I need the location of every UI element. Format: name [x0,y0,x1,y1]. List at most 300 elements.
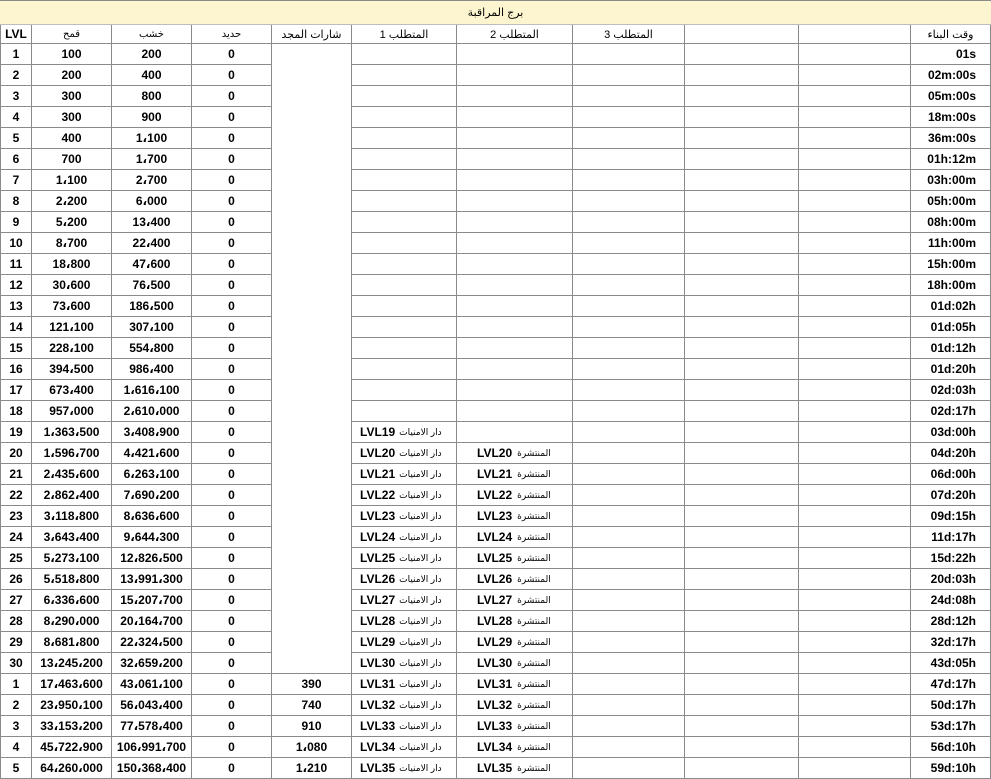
table-cell-lvl[interactable]: 28 [0,611,32,632]
header-req3[interactable]: المتطلب 3 [573,25,685,44]
table-cell-req1[interactable] [352,569,457,590]
table-cell-wood[interactable]: 6،263،100 [112,464,192,485]
table-cell-glory[interactable]: 1،080 [272,737,352,758]
header-e1[interactable] [685,25,799,44]
table-cell-req3[interactable] [573,401,685,422]
header-req1[interactable]: المتطلب 1 [352,25,457,44]
table-cell-req3[interactable] [573,107,685,128]
table-cell-iron[interactable]: 0 [192,716,272,737]
table-cell-e2[interactable] [799,653,911,674]
table-cell-req2[interactable] [457,65,573,86]
table-cell-wood[interactable]: 7،690،200 [112,485,192,506]
table-cell-wood[interactable]: 1،700 [112,149,192,170]
table-cell-wood[interactable]: 400 [112,65,192,86]
table-cell-req1[interactable] [352,758,457,779]
table-cell-wood[interactable]: 106،991،700 [112,737,192,758]
table-cell-e1[interactable] [685,506,799,527]
table-cell-e2[interactable] [799,422,911,443]
table-cell-req2[interactable] [457,254,573,275]
table-cell-e1[interactable] [685,611,799,632]
table-cell-req2[interactable] [457,485,573,506]
table-cell-req1[interactable] [352,275,457,296]
table-cell-wheat[interactable]: 1،363،500 [32,422,112,443]
table-cell-iron[interactable]: 0 [192,443,272,464]
table-cell-lvl[interactable]: 5 [0,128,32,149]
table-cell-iron[interactable]: 0 [192,737,272,758]
table-cell-wheat[interactable]: 121،100 [32,317,112,338]
table-cell-req1[interactable] [352,254,457,275]
table-cell-wheat[interactable]: 17،463،600 [32,674,112,695]
table-cell-lvl[interactable]: 23 [0,506,32,527]
table-cell-lvl[interactable]: 7 [0,170,32,191]
table-cell-e1[interactable] [685,485,799,506]
table-cell-iron[interactable]: 0 [192,401,272,422]
table-cell-lvl[interactable]: 14 [0,317,32,338]
table-cell-wood[interactable]: 1،100 [112,128,192,149]
table-cell-wheat[interactable]: 2،862،400 [32,485,112,506]
table-cell-wheat[interactable]: 2،200 [32,191,112,212]
table-cell-req3[interactable] [573,443,685,464]
table-cell-req2[interactable] [457,653,573,674]
table-cell-iron[interactable]: 0 [192,359,272,380]
table-cell-glory[interactable]: 910 [272,716,352,737]
table-cell-iron[interactable]: 0 [192,632,272,653]
table-cell-iron[interactable]: 0 [192,674,272,695]
table-cell-req1[interactable] [352,464,457,485]
table-cell-wheat[interactable]: 700 [32,149,112,170]
table-cell-req1[interactable] [352,506,457,527]
table-cell-req2[interactable] [457,674,573,695]
table-cell-wheat[interactable]: 6،336،600 [32,590,112,611]
table-cell-iron[interactable]: 0 [192,527,272,548]
table-cell-iron[interactable]: 0 [192,254,272,275]
table-cell-time[interactable]: 11h:00m [911,233,991,254]
table-cell-req3[interactable] [573,695,685,716]
table-cell-wood[interactable]: 2،610،000 [112,401,192,422]
table-cell-e2[interactable] [799,716,911,737]
table-cell-req1[interactable] [352,317,457,338]
table-cell-time[interactable]: 06d:00h [911,464,991,485]
table-cell-wheat[interactable]: 394،500 [32,359,112,380]
table-cell-req2[interactable] [457,569,573,590]
table-cell-req2[interactable] [457,317,573,338]
table-cell-req1[interactable] [352,422,457,443]
table-cell-req3[interactable] [573,422,685,443]
table-cell-time[interactable]: 15d:22h [911,548,991,569]
table-cell-req3[interactable] [573,380,685,401]
table-cell-wood[interactable]: 1،616،100 [112,380,192,401]
table-cell-e2[interactable] [799,359,911,380]
table-cell-req3[interactable] [573,674,685,695]
table-cell-wheat[interactable]: 1،100 [32,170,112,191]
table-cell-req1[interactable] [352,212,457,233]
table-cell-wood[interactable]: 4،421،600 [112,443,192,464]
table-cell-lvl[interactable]: 18 [0,401,32,422]
table-cell-wheat[interactable]: 45،722،900 [32,737,112,758]
table-cell-req1[interactable] [352,632,457,653]
table-cell-lvl[interactable]: 11 [0,254,32,275]
table-cell-iron[interactable]: 0 [192,107,272,128]
table-cell-e2[interactable] [799,233,911,254]
table-cell-req1[interactable] [352,44,457,65]
table-cell-time[interactable]: 02d:03h [911,380,991,401]
table-cell-time[interactable]: 01d:02h [911,296,991,317]
table-cell-e1[interactable] [685,443,799,464]
table-cell-req2[interactable] [457,233,573,254]
table-cell-req3[interactable] [573,611,685,632]
table-cell-e2[interactable] [799,758,911,779]
table-cell-wood[interactable]: 15،207،700 [112,590,192,611]
table-cell-e1[interactable] [685,737,799,758]
table-cell-wood[interactable]: 20،164،700 [112,611,192,632]
table-cell-req3[interactable] [573,569,685,590]
table-cell-e1[interactable] [685,359,799,380]
table-cell-req1[interactable] [352,443,457,464]
table-cell-lvl[interactable]: 9 [0,212,32,233]
table-cell-e1[interactable] [685,233,799,254]
table-cell-lvl[interactable]: 3 [0,86,32,107]
header-wheat[interactable]: قمح [32,25,112,44]
header-iron[interactable]: حديد [192,25,272,44]
table-cell-time[interactable]: 07d:20h [911,485,991,506]
table-cell-req1[interactable] [352,191,457,212]
table-cell-iron[interactable]: 0 [192,506,272,527]
table-cell-req3[interactable] [573,737,685,758]
header-e2[interactable] [799,25,911,44]
table-cell-lvl[interactable]: 19 [0,422,32,443]
table-cell-iron[interactable]: 0 [192,170,272,191]
table-cell-wheat[interactable]: 23،950،100 [32,695,112,716]
table-cell-req2[interactable] [457,737,573,758]
header-time[interactable]: وقت البناء [911,25,991,44]
table-cell-e2[interactable] [799,611,911,632]
table-cell-e2[interactable] [799,275,911,296]
table-cell-e1[interactable] [685,254,799,275]
table-cell-time[interactable]: 01d:05h [911,317,991,338]
table-cell-req2[interactable] [457,128,573,149]
table-cell-iron[interactable]: 0 [192,611,272,632]
table-cell-wood[interactable]: 22،324،500 [112,632,192,653]
table-cell-time[interactable]: 11d:17h [911,527,991,548]
table-cell-wood[interactable]: 150،368،400 [112,758,192,779]
table-cell-req1[interactable] [352,380,457,401]
table-cell-req2[interactable] [457,149,573,170]
table-cell-time[interactable]: 09d:15h [911,506,991,527]
table-cell-req1[interactable] [352,485,457,506]
table-cell-time[interactable]: 56d:10h [911,737,991,758]
table-cell-wheat[interactable]: 673،400 [32,380,112,401]
table-cell-req2[interactable] [457,716,573,737]
table-cell-e2[interactable] [799,632,911,653]
table-cell-req1[interactable] [352,611,457,632]
table-cell-e1[interactable] [685,296,799,317]
table-cell-req3[interactable] [573,632,685,653]
table-cell-e2[interactable] [799,128,911,149]
table-cell-e1[interactable] [685,317,799,338]
table-cell-req1[interactable] [352,716,457,737]
table-cell-req2[interactable] [457,506,573,527]
table-cell-e2[interactable] [799,86,911,107]
table-cell-iron[interactable]: 0 [192,149,272,170]
table-cell-lvl[interactable]: 25 [0,548,32,569]
table-cell-req2[interactable] [457,212,573,233]
table-cell-time[interactable]: 53d:17h [911,716,991,737]
table-cell-e1[interactable] [685,569,799,590]
table-cell-iron[interactable]: 0 [192,65,272,86]
table-cell-req3[interactable] [573,170,685,191]
table-cell-lvl[interactable]: 8 [0,191,32,212]
table-cell-req3[interactable] [573,590,685,611]
table-cell-wheat[interactable]: 2،435،600 [32,464,112,485]
table-cell-req3[interactable] [573,338,685,359]
table-cell-req1[interactable] [352,149,457,170]
table-cell-time[interactable]: 03d:00h [911,422,991,443]
table-cell-lvl[interactable]: 30 [0,653,32,674]
table-cell-req2[interactable] [457,464,573,485]
table-cell-req3[interactable] [573,716,685,737]
table-cell-e1[interactable] [685,107,799,128]
table-cell-wood[interactable]: 986،400 [112,359,192,380]
table-cell-time[interactable]: 08h:00m [911,212,991,233]
table-cell-wheat[interactable]: 100 [32,44,112,65]
table-cell-req2[interactable] [457,296,573,317]
table-cell-req2[interactable] [457,191,573,212]
table-cell-req3[interactable] [573,653,685,674]
table-cell-req3[interactable] [573,548,685,569]
table-cell-e2[interactable] [799,737,911,758]
table-cell-lvl[interactable]: 13 [0,296,32,317]
table-cell-lvl[interactable]: 6 [0,149,32,170]
table-cell-req3[interactable] [573,191,685,212]
table-cell-time[interactable]: 02d:17h [911,401,991,422]
table-cell-req3[interactable] [573,527,685,548]
table-cell-time[interactable]: 02m:00s [911,65,991,86]
table-cell-req2[interactable] [457,758,573,779]
table-cell-lvl[interactable]: 15 [0,338,32,359]
table-cell-wheat[interactable]: 5،200 [32,212,112,233]
table-cell-wheat[interactable]: 33،153،200 [32,716,112,737]
table-cell-req1[interactable] [352,695,457,716]
table-cell-wheat[interactable]: 8،681،800 [32,632,112,653]
table-cell-req1[interactable] [352,170,457,191]
table-cell-time[interactable]: 59d:10h [911,758,991,779]
table-cell-iron[interactable]: 0 [192,695,272,716]
header-wood[interactable]: خشب [112,25,192,44]
table-cell-wood[interactable]: 13،400 [112,212,192,233]
table-cell-iron[interactable]: 0 [192,128,272,149]
table-cell-req3[interactable] [573,758,685,779]
table-cell-e1[interactable] [685,191,799,212]
table-cell-req3[interactable] [573,254,685,275]
table-cell-wheat[interactable]: 8،700 [32,233,112,254]
table-cell-iron[interactable]: 0 [192,233,272,254]
table-cell-req3[interactable] [573,44,685,65]
table-cell-req1[interactable] [352,128,457,149]
table-cell-e2[interactable] [799,548,911,569]
table-cell-iron[interactable]: 0 [192,485,272,506]
table-cell-time[interactable]: 05m:00s [911,86,991,107]
header-req2[interactable]: المتطلب 2 [457,25,573,44]
table-cell-e2[interactable] [799,191,911,212]
table-cell-glory[interactable]: 390 [272,674,352,695]
table-cell-iron[interactable]: 0 [192,380,272,401]
table-cell-time[interactable]: 01d:12h [911,338,991,359]
table-cell-time[interactable]: 04d:20h [911,443,991,464]
table-cell-time[interactable]: 28d:12h [911,611,991,632]
table-cell-wood[interactable]: 6،000 [112,191,192,212]
header-glory[interactable]: شارات المجد [272,25,352,44]
table-cell-wood[interactable]: 77،578،400 [112,716,192,737]
table-cell-e1[interactable] [685,674,799,695]
table-cell-e1[interactable] [685,590,799,611]
table-cell-lvl[interactable]: 20 [0,443,32,464]
table-cell-req3[interactable] [573,149,685,170]
table-cell-e1[interactable] [685,44,799,65]
table-cell-iron[interactable]: 0 [192,464,272,485]
table-cell-req2[interactable] [457,527,573,548]
table-cell-lvl[interactable]: 29 [0,632,32,653]
table-cell-req2[interactable] [457,275,573,296]
table-cell-e1[interactable] [685,212,799,233]
table-cell-iron[interactable]: 0 [192,317,272,338]
table-cell-e2[interactable] [799,65,911,86]
table-cell-iron[interactable]: 0 [192,422,272,443]
table-cell-iron[interactable]: 0 [192,212,272,233]
table-cell-time[interactable]: 43d:05h [911,653,991,674]
table-cell-req1[interactable] [352,65,457,86]
table-cell-lvl[interactable]: 1 [0,674,32,695]
table-cell-req3[interactable] [573,464,685,485]
table-cell-e2[interactable] [799,380,911,401]
table-cell-e2[interactable] [799,254,911,275]
table-cell-wheat[interactable]: 8،290،000 [32,611,112,632]
table-cell-time[interactable]: 01d:20h [911,359,991,380]
table-cell-req3[interactable] [573,212,685,233]
table-cell-e1[interactable] [685,86,799,107]
table-cell-wood[interactable]: 200 [112,44,192,65]
table-cell-e1[interactable] [685,275,799,296]
table-cell-iron[interactable]: 0 [192,569,272,590]
table-cell-req1[interactable] [352,86,457,107]
table-cell-wheat[interactable]: 64،260،000 [32,758,112,779]
table-cell-req3[interactable] [573,506,685,527]
table-cell-time[interactable]: 18h:00m [911,275,991,296]
table-cell-time[interactable]: 36m:00s [911,128,991,149]
table-cell-e1[interactable] [685,149,799,170]
table-cell-lvl[interactable]: 26 [0,569,32,590]
table-cell-e2[interactable] [799,674,911,695]
table-cell-lvl[interactable]: 4 [0,107,32,128]
table-cell-wheat[interactable]: 5،273،100 [32,548,112,569]
table-cell-time[interactable]: 32d:17h [911,632,991,653]
table-cell-req2[interactable] [457,338,573,359]
table-cell-req3[interactable] [573,128,685,149]
table-cell-req3[interactable] [573,275,685,296]
table-cell-lvl[interactable]: 5 [0,758,32,779]
table-cell-wheat[interactable]: 30،600 [32,275,112,296]
table-cell-req3[interactable] [573,233,685,254]
table-cell-req1[interactable] [352,527,457,548]
table-cell-e1[interactable] [685,422,799,443]
table-cell-wheat[interactable]: 73،600 [32,296,112,317]
table-cell-iron[interactable]: 0 [192,758,272,779]
table-cell-wood[interactable]: 186،500 [112,296,192,317]
table-cell-wheat[interactable]: 18،800 [32,254,112,275]
table-cell-wood[interactable]: 9،644،300 [112,527,192,548]
table-cell-wood[interactable]: 800 [112,86,192,107]
table-cell-time[interactable]: 05h:00m [911,191,991,212]
table-cell-e2[interactable] [799,107,911,128]
table-cell-e1[interactable] [685,338,799,359]
table-cell-req2[interactable] [457,170,573,191]
table-cell-wheat[interactable]: 957،000 [32,401,112,422]
table-cell-req2[interactable] [457,695,573,716]
table-cell-e2[interactable] [799,443,911,464]
table-cell-lvl[interactable]: 2 [0,695,32,716]
table-cell-wood[interactable]: 32،659،200 [112,653,192,674]
table-cell-req2[interactable] [457,86,573,107]
table-cell-req1[interactable] [352,107,457,128]
table-cell-req1[interactable] [352,233,457,254]
table-cell-req3[interactable] [573,86,685,107]
table-cell-e2[interactable] [799,464,911,485]
table-cell-wood[interactable]: 43،061،100 [112,674,192,695]
table-cell-glory[interactable]: 1،210 [272,758,352,779]
table-cell-iron[interactable]: 0 [192,44,272,65]
table-cell-e2[interactable] [799,170,911,191]
table-cell-time[interactable]: 18m:00s [911,107,991,128]
table-cell-e1[interactable] [685,758,799,779]
table-cell-e2[interactable] [799,590,911,611]
table-cell-e2[interactable] [799,44,911,65]
table-cell-req2[interactable] [457,359,573,380]
table-cell-lvl[interactable]: 3 [0,716,32,737]
table-cell-lvl[interactable]: 17 [0,380,32,401]
table-cell-req2[interactable] [457,44,573,65]
table-cell-e2[interactable] [799,695,911,716]
table-cell-wood[interactable]: 56،043،400 [112,695,192,716]
table-cell-e2[interactable] [799,149,911,170]
table-cell-req2[interactable] [457,443,573,464]
table-cell-iron[interactable]: 0 [192,338,272,359]
table-cell-e2[interactable] [799,338,911,359]
table-cell-wood[interactable]: 8،636،600 [112,506,192,527]
table-cell-wood[interactable]: 554،800 [112,338,192,359]
table-cell-wheat[interactable]: 3،118،800 [32,506,112,527]
table-cell-wood[interactable]: 3،408،900 [112,422,192,443]
table-cell-wheat[interactable]: 200 [32,65,112,86]
table-cell-time[interactable]: 15h:00m [911,254,991,275]
table-cell-req2[interactable] [457,380,573,401]
table-cell-wood[interactable]: 13،991،300 [112,569,192,590]
table-cell-req1[interactable] [352,737,457,758]
table-cell-req1[interactable] [352,401,457,422]
table-cell-wood[interactable]: 2،700 [112,170,192,191]
table-cell-e2[interactable] [799,506,911,527]
table-cell-glory[interactable]: 740 [272,695,352,716]
table-cell-iron[interactable]: 0 [192,275,272,296]
table-cell-lvl[interactable]: 27 [0,590,32,611]
table-cell-wheat[interactable]: 228،100 [32,338,112,359]
table-cell-time[interactable]: 01h:12m [911,149,991,170]
table-cell-wheat[interactable]: 300 [32,86,112,107]
table-cell-wheat[interactable]: 1،596،700 [32,443,112,464]
table-cell-req3[interactable] [573,296,685,317]
table-cell-req2[interactable] [457,548,573,569]
table-cell-iron[interactable]: 0 [192,548,272,569]
table-cell-e2[interactable] [799,485,911,506]
table-cell-e2[interactable] [799,569,911,590]
